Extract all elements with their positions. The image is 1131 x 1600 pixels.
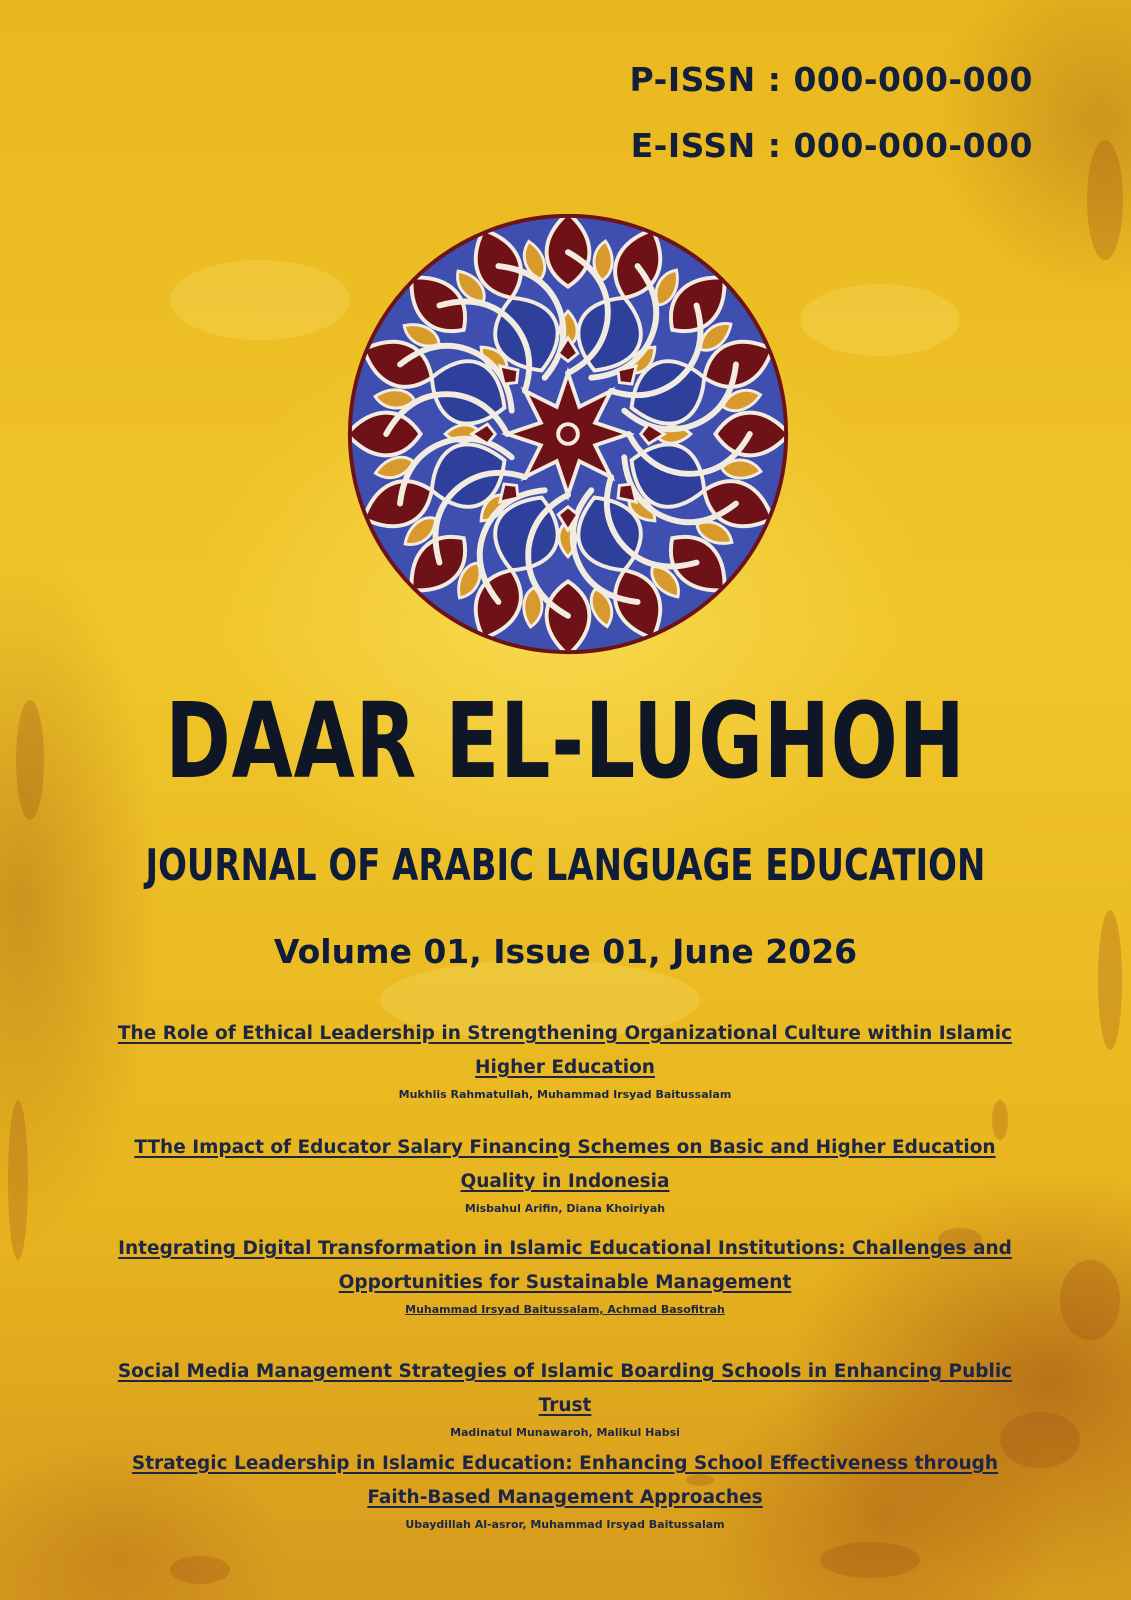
journal-title: DAAR EL-LUGHOH: [165, 680, 966, 802]
article-authors: Mukhlis Rahmatullah, Muhammad Irsyad Baitussalam: [398, 1088, 732, 1101]
article-title-line: Social Media Management Strategies of Islamic Boarding Schools in Enhancing Public: [117, 1361, 1013, 1382]
article-entry: [95, 1017, 1035, 1103]
article-title-link[interactable]: [95, 1447, 1035, 1515]
article-title-line: Higher Education: [475, 1057, 655, 1078]
article-title-link[interactable]: [95, 1232, 1035, 1300]
article-entry: [95, 1447, 1035, 1533]
article-title-line: Trust: [538, 1395, 592, 1416]
print-issn: P-ISSN : 000-000-000: [629, 60, 1033, 99]
issue-info: Volume 01, Issue 01, June 2026: [273, 932, 858, 971]
article-entry: [95, 1232, 1035, 1318]
article-authors: Muhammad Irsyad Baitussalam, Achmad Basofitrah: [405, 1303, 725, 1316]
article-title-line: Integrating Digital Transformation in Islamic Educational Institutions: Challenges and: [118, 1238, 1012, 1259]
article-authors: Madinatul Munawaroh, Malikul Habsi: [450, 1426, 680, 1439]
article-authors: Misbahul Arifin, Diana Khoiriyah: [464, 1202, 666, 1215]
article-title-line: The Role of Ethical Leadership in Strengthening Organizational Culture within Islamic: [117, 1023, 1013, 1044]
article-title-line: Quality in Indonesia: [460, 1171, 670, 1192]
article-title-line: Faith-Based Management Approaches: [367, 1487, 763, 1508]
journal-subtitle: JOURNAL OF ARABIC LANGUAGE EDUCATION: [145, 840, 986, 891]
article-title-link[interactable]: [95, 1017, 1035, 1085]
electronic-issn: E-ISSN : 000-000-000: [630, 126, 1033, 165]
article-title-link[interactable]: [95, 1355, 1035, 1423]
article-title-line: Opportunities for Sustainable Management: [338, 1272, 792, 1293]
article-entry: [95, 1131, 1035, 1217]
article-entry: [95, 1355, 1035, 1441]
article-title-line: Strategic Leadership in Islamic Education: Enhancing School Effectiveness through: [131, 1453, 999, 1474]
article-title-link[interactable]: [95, 1131, 1035, 1199]
article-authors: Ubaydillah Al-asror, Muhammad Irsyad Baitussalam: [405, 1518, 725, 1531]
islamic-medallion-ornament: [342, 208, 794, 660]
article-title-line: TThe Impact of Educator Salary Financing Schemes on Basic and Higher Education: [134, 1137, 996, 1158]
